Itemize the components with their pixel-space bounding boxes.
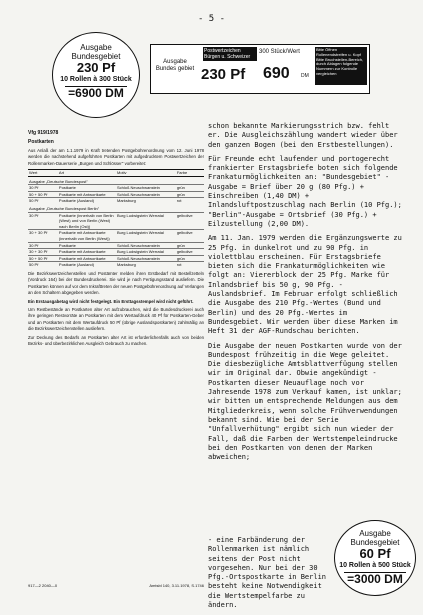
stamp-total: =3000 DM [344,572,406,586]
table-group-heading: Ausgabe „Deutsche Bundespost" [29,178,88,184]
cell-motiv: Schloß Neuschwanstein [116,185,176,192]
cell-wert: 50 + 50 Pf [28,255,58,262]
stamp-line2: Bundesgebiet [71,52,121,61]
footer-right: Amtsbl 140, 3.11.1978, S.1746 [149,583,204,588]
cell-wert: 50 Pf [28,262,58,268]
table-row [28,255,204,262]
cell-art: Postkarte mit Antwortkarte (innerhalb von Berlin (West)) [58,230,116,242]
cell-motiv: Marksburg [116,262,176,268]
roll-label-stamp-top-left [52,32,140,118]
roll-label-stamp-top-right [150,44,370,94]
article-para-4: - eine Farbänderung der Rollenmarken ist nämlich seitens der Post nicht vorgesehen. Nur bei der 30 Pfg.-Ortspostkarte in Berlin besteht keine Notwendigkeit die Wertstempelfarbe zu ändern. [208,536,327,610]
stamp-header-mid: 300 Stück/Wert [259,49,300,55]
cell-farbe: gelbolive [176,212,204,230]
stamp-total: =6900 DM [65,86,127,100]
table-row [28,249,204,256]
cell-art: Postkarte mit Antwortkarte [58,255,116,262]
cell-farbe: gelbolive [176,249,204,256]
cell-farbe: grün [176,185,204,192]
cell-art: Postkarte [58,185,116,192]
stamp-value: 230 Pf [76,60,116,75]
left-column-official-notice [28,130,204,349]
stamp-line2: Bundesgebiet [350,538,400,547]
stamp-value-right-unit: DM [301,73,309,79]
cell-wert: 30 Pf [28,242,58,249]
notice-para-first-day: Ein Erstausgabetag wird nicht festgelegt. Ein Ersttagsstempel wird nicht geführt. [28,298,194,304]
stamp-value: 60 Pf [359,546,391,561]
cell-art: Postkarte (innerhalb von Berlin (West) und von Berlin (West) nach Berlin (Ost)) [58,212,116,230]
table-row [28,230,204,242]
stamp-line1: Ausgabe [80,43,112,52]
notice-footer [28,583,204,588]
notice-reference: Vfg 919/1978 [28,130,59,136]
table-row [28,212,204,230]
table-group-heading: Ausgabe „Deutsche Bundespost Berlin" [29,206,100,211]
stamp-header-left: Postwertzeichen Bürgen u. Schweizer [203,47,257,61]
cell-wert: 30 + 30 Pf [28,249,58,256]
article-para-3: Die Ausgabe der neuen Postkarten wurde von der Bundespost frühzeitig in die Wege geleitet. Die diesbezügliche Amtsblattverfügung stellen wir im Original dar. Obwie angekündigt - Postkarten dieser Neuauflage noch vor Jahresende 1978 zum Verkauf kamen, ist unklar; wir bitten um entsprechende Meldungen aus dem Mitgliederkreis, wenn solche Frühverwendungen bekannt sind. Wie bei der Serie "Unfallverhütung" ergibt sich nun wieder der Fall, daß die Farben der Wertstempeleindrucke bei den Postkarten von denen der Marken abweichen; [208,341,402,462]
notice-para-remaining-stock: Um Restbestände an Postkarten alter Art aufzubrauchen, wird die Bundesdruckerei auch ihre geringen Restvorräte an Postkarten mit dem Wertaufdruck 40 Pf für Postkarten-Geber und an Postkarten mit dem Wertaufdruck 50 Pf (übrige Auslandspostkarten) zahlmäßig an die Bezirkswertzeichenstellen ausliefern. [28,306,204,332]
cell-art: Postkarte mit Antwortkarte [58,191,116,198]
cell-farbe: gelbolive [176,230,204,242]
cell-motiv: Burg Ludwigstein Werratal [116,212,176,230]
stamp-rolls: 10 Rollen à 500 Stück [339,562,411,569]
cell-farbe: grün [176,255,204,262]
cell-farbe: grün [176,191,204,198]
stamp-header-right: Bitte Öffnen Rollenendstreifen u. Kopf Bitte Bruchstellen-Bereich, durch Ablagen folgende Nummern zur Kontrolle vergleichen [315,47,367,85]
notice-heading: Postkarten [28,139,54,146]
footer-left: 917—2 2040—0 [28,583,58,588]
cell-wert: 30 + 30 Pf [28,230,58,242]
col-header-art: Art [58,170,116,177]
cell-wert: 30 Pf [28,212,58,230]
cell-wert: 50 Pf [28,198,58,204]
cell-farbe: rot [176,198,204,204]
col-header-wert: Wert [28,170,58,177]
stamp-value-right: 690 [263,65,290,82]
article-para-4-block [208,536,326,615]
cell-wert: 50 + 50 Pf [28,191,58,198]
roll-label-stamp-bottom-right [334,520,416,596]
stamp-rolls: 10 Rollen à 300 Stück [60,76,132,83]
postcard-table [28,169,204,268]
cell-wert: 30 Pf [28,185,58,192]
stamp-value-left: 230 Pf [201,66,246,83]
cell-motiv: Schloß Neuschwanstein [116,242,176,249]
cell-farbe: grün [176,242,204,249]
col-header-farbe: Farbe [176,170,204,177]
cell-motiv: Schloß Neuschwanstein [116,255,176,262]
cell-art: Postkarte mit Antwortkarte [58,249,116,256]
table-row [28,262,204,268]
stamp-side-label: Ausgabe Bundes gebiet [155,59,195,72]
col-header-motiv: Motiv [116,170,176,177]
table-row [28,242,204,249]
cell-art: Postkarte (Ausland) [58,198,116,204]
article-para-2: Am 11. Jan. 1979 werden die Ergänzungswerte zu 25 Pfg. in dunkelrot und zu 90 Pfg. in violettblau erscheinen. Für Erstagsbriefe bieten sich die Frankaturmöglichkeiten wie folgt an: Viererblock der 25 Pfg. Marke für Inlandsbrief bis 50 g, 90 Pfg. - Auslandsbrief. Im Februar erfolgt schließlich die Ausgabe des 210 Pfg.-Wertes (Bund und Berlin) und des 20 Pfg.-Wertes im Bundesgebiet. Wir werden über diese Marken im Heft 31 der AGF-Rundschau berichten. [208,234,402,336]
cell-art: Postkarte [58,242,116,249]
article-para-0: schon bekannte Markierungsstrich bzw. fehlt er. Die Ausgleichszählung wandert wieder über den ganzen Bogen (bei den Erstbestellungen). [208,122,398,149]
notice-intro: Aus Anlaß der am 1.1.1979 in Kraft tretenden Postgebührenordnung vom 12. Juni 1978 werden die nachstehend aufgeführten Postkarten mit aufgedrucktem Postwertzeichen der Rollenmarken-Dauerserie „Burgen und Schlösser" vorbereitet: [28,147,204,166]
notice-para-ordering: Die Bezirkswertzeichenstellen und Postämter melden ihren Erstbedarf mit Bestellzetteln (Vordruck 164) bei der Bundesdruckerei. Sie wird je nach Fertigungsstand ausliefern. Die Postkarten können auf vor dem Inkrafttreten der neuen Postgebührenordnung auf Verlangen an den Schaltern abgegeben werden. [28,270,204,296]
stamp-line1: Ausgabe [359,529,391,538]
article-para-1: Für Freunde echt laufender und portogerecht frankierter Erstagsbriefe boten sich folgende Frankaturmöglichkeiten an: "Bundesgebiet" - Ausgabe = Brief über 20 g (80 Pfg.) + Einschreiben (1,40 DM) + Inlandsluftpostzuschlag nach Berlin (10 Pfg.); "Berlin"-Ausgabe = Ortsbrief (30 Pfg.) + Eilzustellung (2,00 DM). [208,154,402,228]
cell-farbe: rot [176,262,204,268]
page-number: - 5 - [197,14,226,24]
cell-motiv: Burg Ludwigstein Werratal [116,249,176,256]
right-column-article [208,122,404,467]
cell-motiv: Schloß Neuschwanstein [116,191,176,198]
notice-para-coverage: Zur Deckung des Bedarfs an Postkarten alter Art ist erforderlichenfalls auch von beiden Bezirks- und überbezirklichen Ausgleich Gebrauch zu machen. [28,334,204,346]
cell-motiv: Marksburg [116,198,176,204]
cell-motiv: Burg Ludwigstein Werratal [116,230,176,242]
table-row [28,191,204,198]
table-row [28,185,204,192]
cell-art: Postkarte (Ausland) [58,262,116,268]
